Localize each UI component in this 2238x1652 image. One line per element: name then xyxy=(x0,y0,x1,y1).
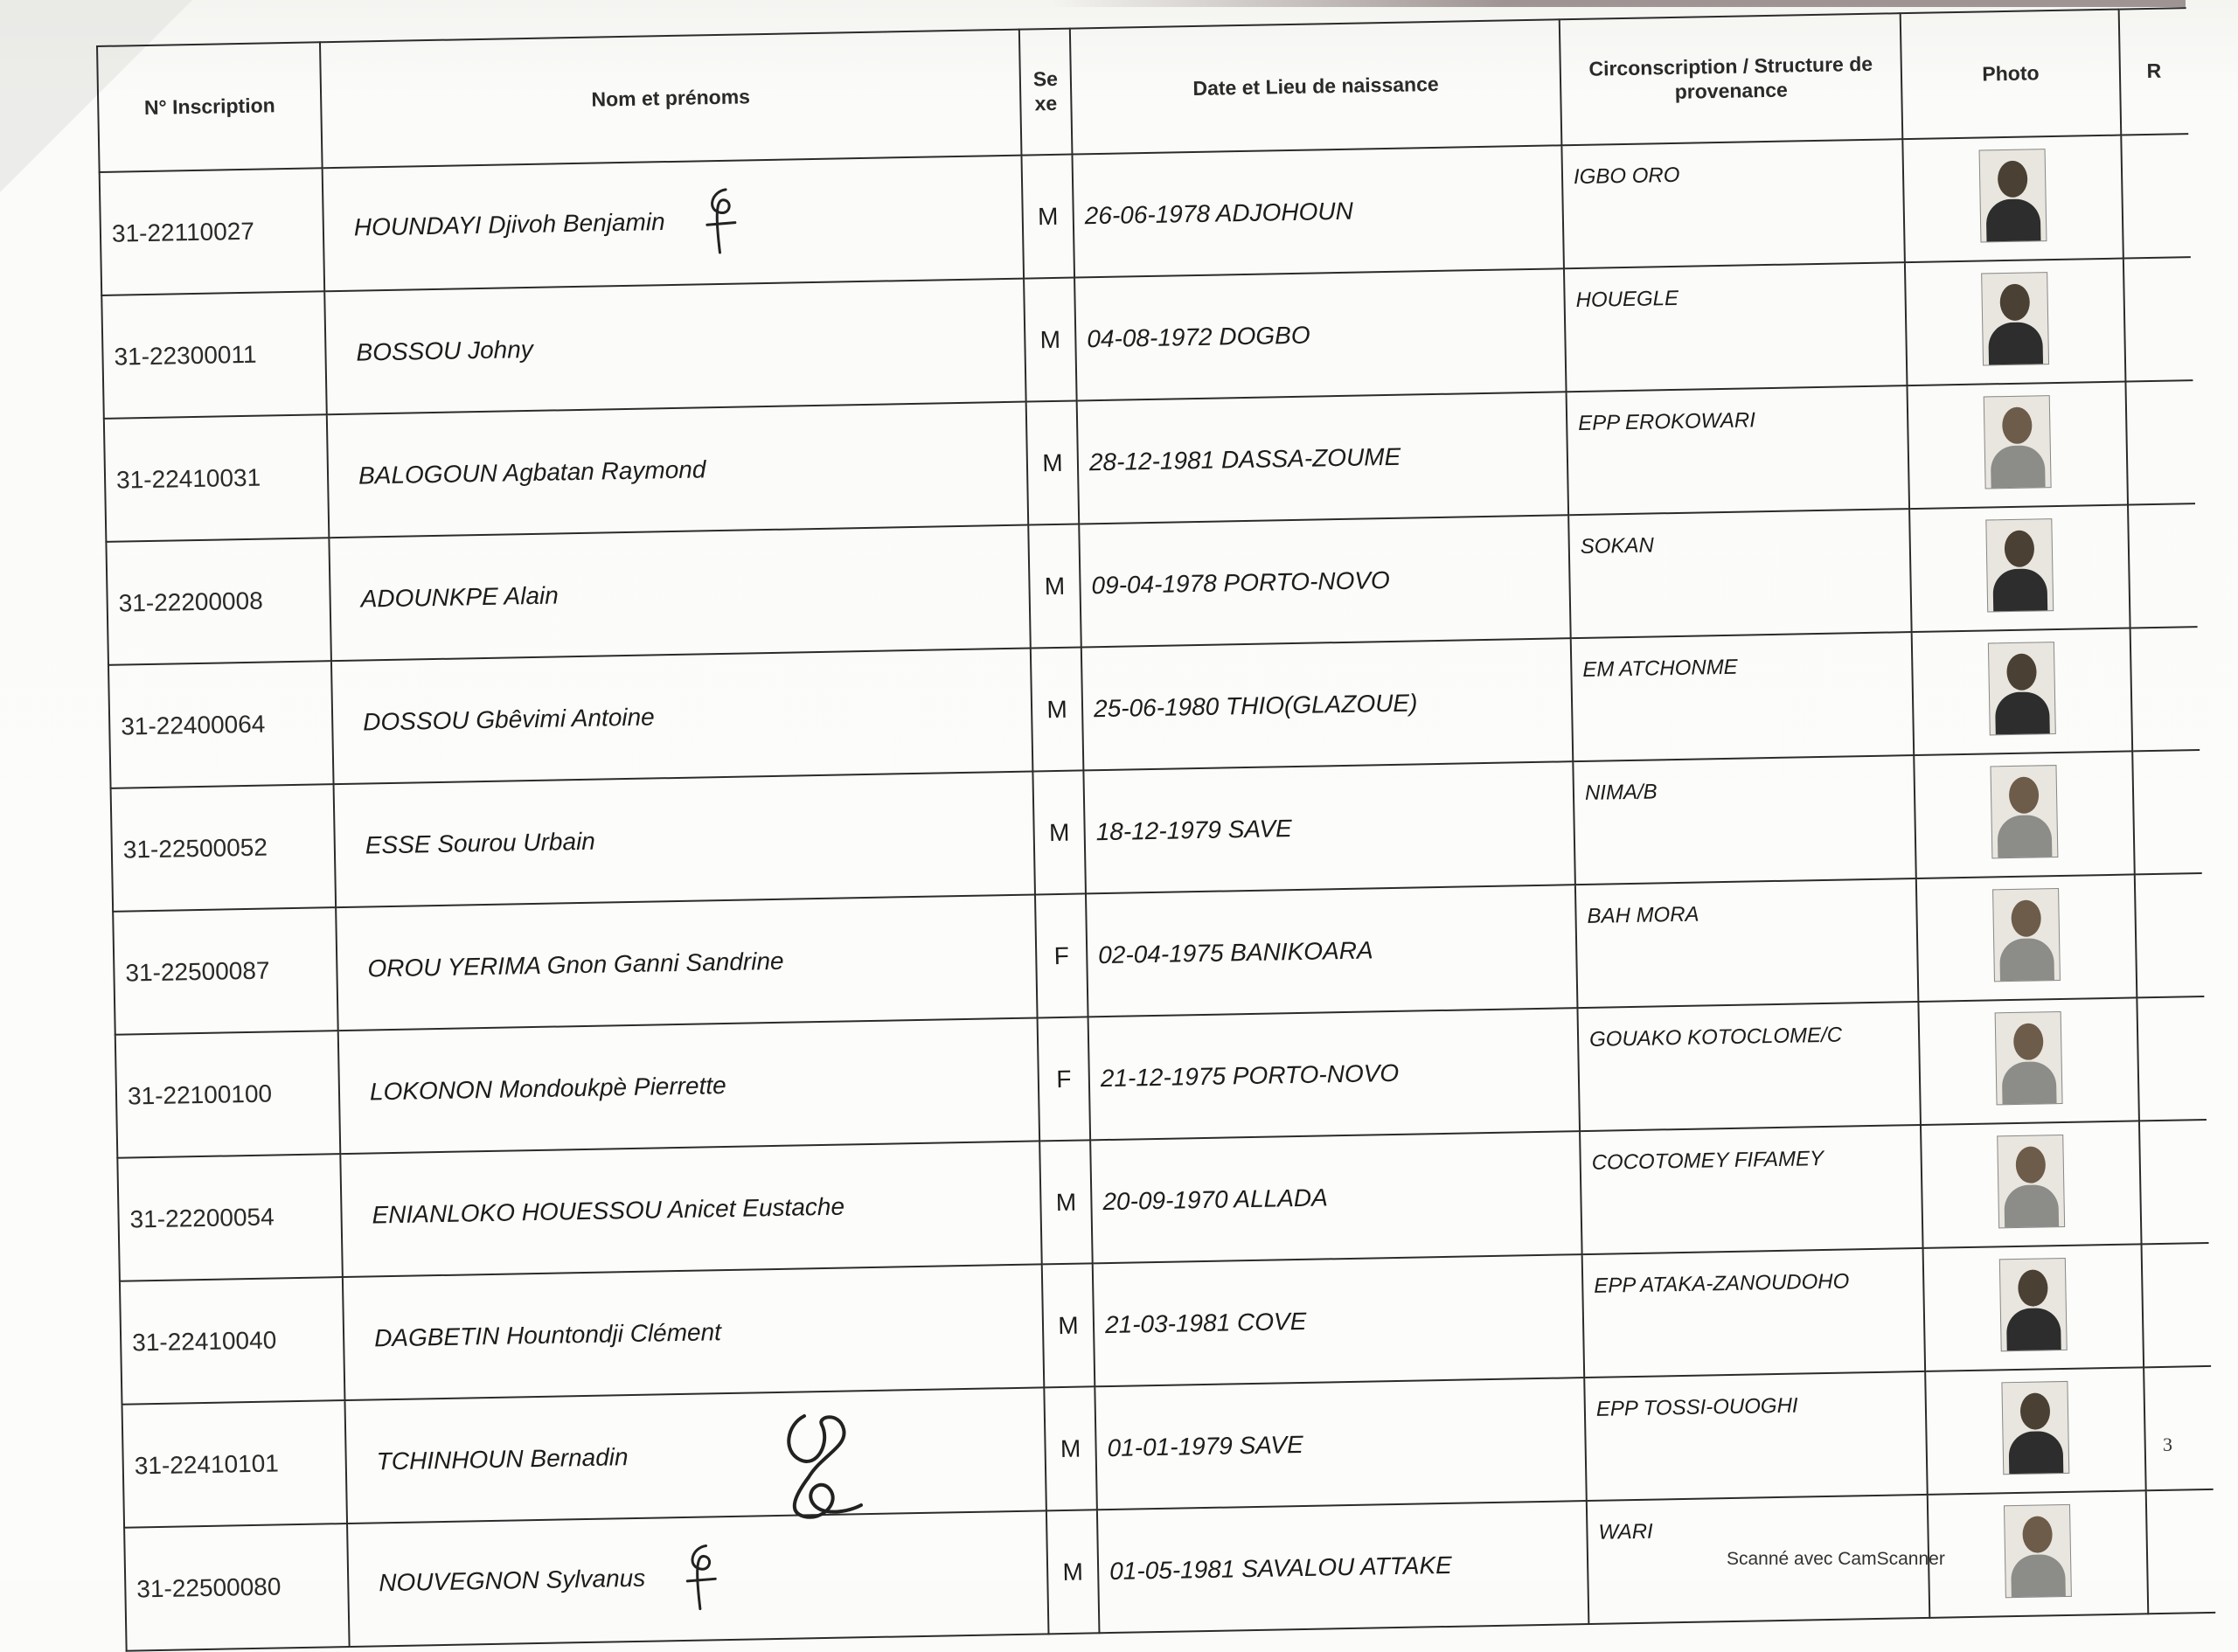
sex: F xyxy=(1038,1017,1091,1141)
person-name: BALOGOUN Agbatan Raymond xyxy=(358,455,706,489)
person-name-cell xyxy=(331,649,1032,785)
person-name: HOUNDAYI Djivoh Benjamin xyxy=(353,208,665,241)
photo-cell xyxy=(1916,874,2137,1002)
sex: M xyxy=(1024,278,1077,402)
person-name: BOSSOU Johny xyxy=(356,335,534,366)
cut-off-cell xyxy=(2123,257,2193,381)
scanner-watermark: Scanné avec CamScanner xyxy=(1727,1549,1945,1569)
portrait-photo-icon xyxy=(2004,1504,2072,1598)
birth-date-place: 01-05-1981 SAVALOU ATTAKE xyxy=(1097,1501,1588,1633)
header-registration-number: N° Inscription xyxy=(97,42,323,172)
photo-cell xyxy=(1907,382,2128,510)
registration-number: 31-22500087 xyxy=(113,907,338,1035)
person-name-cell xyxy=(323,156,1024,292)
person-name-cell xyxy=(344,1387,1046,1524)
portrait-photo-icon xyxy=(1984,395,2052,489)
photo-cell xyxy=(1909,505,2130,633)
birth-date-place: 09-04-1978 PORTO-NOVO xyxy=(1079,515,1570,647)
photo-cell xyxy=(1912,628,2133,755)
circonscription: SOKAN xyxy=(1568,509,1912,638)
birth-date-place: 21-03-1981 COVE xyxy=(1093,1254,1584,1386)
photo-cell xyxy=(1914,751,2135,878)
registration-number: 31-22410101 xyxy=(122,1400,347,1528)
person-name-cell xyxy=(347,1510,1048,1647)
circonscription: EM ATCHONME xyxy=(1571,632,1915,761)
sex: M xyxy=(1039,1140,1093,1264)
portrait-photo-icon xyxy=(1979,149,2047,242)
registration-table xyxy=(96,7,2215,1652)
birth-date-place: 01-01-1979 SAVE xyxy=(1095,1378,1586,1510)
person-name-cell xyxy=(340,1141,1041,1277)
person-name-cell xyxy=(338,1017,1039,1154)
sex: M xyxy=(1026,401,1080,525)
registration-number: 31-22410031 xyxy=(104,414,330,542)
person-name-cell xyxy=(334,772,1035,908)
portrait-photo-icon xyxy=(1999,1258,2068,1351)
birth-date-place: 21-12-1975 PORTO-NOVO xyxy=(1088,1008,1580,1140)
circonscription: GOUAKO KOTOCLOME/C xyxy=(1577,1002,1921,1131)
photo-cell xyxy=(1923,1244,2144,1371)
person-name: LOKONON Mondoukpè Pierrette xyxy=(369,1071,726,1105)
portrait-photo-icon xyxy=(1997,1135,2065,1228)
person-name: ENIANLOKO HOUESSOU Anicet Eustache xyxy=(372,1192,845,1228)
person-name: NOUVEGNON Sylvanus xyxy=(378,1564,646,1597)
person-name: DOSSOU Gbêvimi Antoine xyxy=(362,702,655,736)
circonscription: HOUEGLE xyxy=(1564,262,1908,392)
table-body xyxy=(100,134,2216,1651)
photo-cell xyxy=(1925,1367,2146,1495)
circonscription: EPP EROKOWARI xyxy=(1567,385,1910,515)
person-name: DAGBETIN Hountondji Clément xyxy=(373,1317,722,1351)
circonscription: IGBO ORO xyxy=(1561,139,1905,268)
person-name-cell xyxy=(336,894,1037,1031)
birth-date-place: 25-06-1980 THIO(GLAZOUE) xyxy=(1081,638,1573,770)
birth-date-place: 04-08-1972 DOGBO xyxy=(1074,268,1566,400)
header-cut-off: R xyxy=(2119,8,2189,135)
person-name: ESSE Sourou Urbain xyxy=(365,827,596,859)
initial-mark-icon xyxy=(679,1538,721,1619)
photo-cell xyxy=(1921,1121,2142,1248)
birth-date-place: 20-09-1970 ALLADA xyxy=(1090,1131,1581,1263)
cut-off-cell xyxy=(2125,380,2195,504)
registration-number: 31-22200054 xyxy=(117,1154,343,1281)
circonscription: COCOTOMEY FIFAMEY xyxy=(1580,1125,1923,1254)
cut-off-cell xyxy=(2121,134,2191,258)
header-name: Nom et prénoms xyxy=(320,30,1022,169)
page-top-edge xyxy=(1049,0,2186,7)
photo-cell xyxy=(1928,1490,2149,1618)
registration-number: 31-22110027 xyxy=(100,168,325,295)
sex: M xyxy=(1021,155,1074,279)
portrait-photo-icon xyxy=(1992,888,2061,982)
photo-cell xyxy=(1905,259,2126,386)
cut-off-cell xyxy=(2135,873,2205,997)
cut-off-cell xyxy=(2139,1120,2209,1244)
circonscription: WARI xyxy=(1587,1495,1930,1624)
cut-off-cell xyxy=(2130,627,2200,751)
registration-number: 31-22500080 xyxy=(124,1524,350,1651)
portrait-photo-icon xyxy=(1981,272,2049,365)
cut-off-cell xyxy=(2137,996,2207,1121)
person-name: OROU YERIMA Gnon Ganni Sandrine xyxy=(367,947,784,982)
registration-number: 31-22410040 xyxy=(120,1277,345,1405)
sex: M xyxy=(1046,1510,1100,1634)
person-name-cell xyxy=(324,279,1025,415)
cut-off-cell xyxy=(2132,750,2202,874)
header-sex: Se xe xyxy=(1019,29,1073,156)
sex: M xyxy=(1044,1386,1097,1510)
birth-date-place: 26-06-1978 ADJOHOUN xyxy=(1072,145,1563,277)
portrait-photo-icon xyxy=(1990,765,2058,858)
handwritten-signature xyxy=(769,1407,874,1530)
portrait-photo-icon xyxy=(1995,1011,2063,1105)
person-name-cell xyxy=(327,402,1028,538)
header-birth-date-place: Date et Lieu de naissance xyxy=(1070,19,1562,154)
portrait-photo-icon xyxy=(1985,518,2054,612)
cut-off-cell xyxy=(2142,1243,2212,1367)
cut-off-cell xyxy=(2146,1489,2216,1614)
registration-number: 31-22100100 xyxy=(115,1031,341,1158)
sex: M xyxy=(1031,647,1084,771)
photo-cell xyxy=(1902,135,2123,263)
circonscription: EPP ATAKA-ZANOUDOHO xyxy=(1582,1248,1926,1378)
person-name-cell xyxy=(343,1264,1044,1400)
sex: M xyxy=(1032,770,1086,894)
person-name: TCHINHOUN Bernadin xyxy=(376,1442,629,1475)
header-circonscription: Circonscription / Structure de provenance xyxy=(1560,13,1903,145)
cut-off-cell xyxy=(2144,1366,2214,1490)
register-sheet xyxy=(96,7,2214,1651)
registration-number: 31-22500052 xyxy=(111,784,337,912)
registration-number: 31-22300011 xyxy=(101,291,327,419)
birth-date-place: 02-04-1975 BANIKOARA xyxy=(1086,885,1577,1017)
sex: M xyxy=(1042,1263,1095,1387)
circonscription: NIMA/B xyxy=(1573,755,1916,885)
portrait-photo-icon xyxy=(2001,1381,2069,1475)
registration-number: 31-22400064 xyxy=(108,661,334,788)
birth-date-place: 18-12-1979 SAVE xyxy=(1083,761,1574,893)
initial-mark-icon xyxy=(699,183,741,263)
birth-date-place: 28-12-1981 DASSA-ZOUME xyxy=(1077,392,1568,524)
circonscription: EPP TOSSI-OUOGHI xyxy=(1584,1371,1928,1501)
sex: M xyxy=(1028,524,1081,648)
photo-cell xyxy=(1918,997,2139,1125)
portrait-photo-icon xyxy=(1988,642,2056,735)
registration-number: 31-22200008 xyxy=(106,538,331,665)
page-number: 3 xyxy=(2163,1433,2172,1455)
cut-off-cell xyxy=(2128,503,2198,628)
person-name: ADOUNKPE Alain xyxy=(360,580,560,613)
person-name-cell xyxy=(329,525,1030,662)
header-photo: Photo xyxy=(1901,10,2122,140)
sex: F xyxy=(1035,893,1088,1017)
circonscription: BAH MORA xyxy=(1575,878,1919,1008)
